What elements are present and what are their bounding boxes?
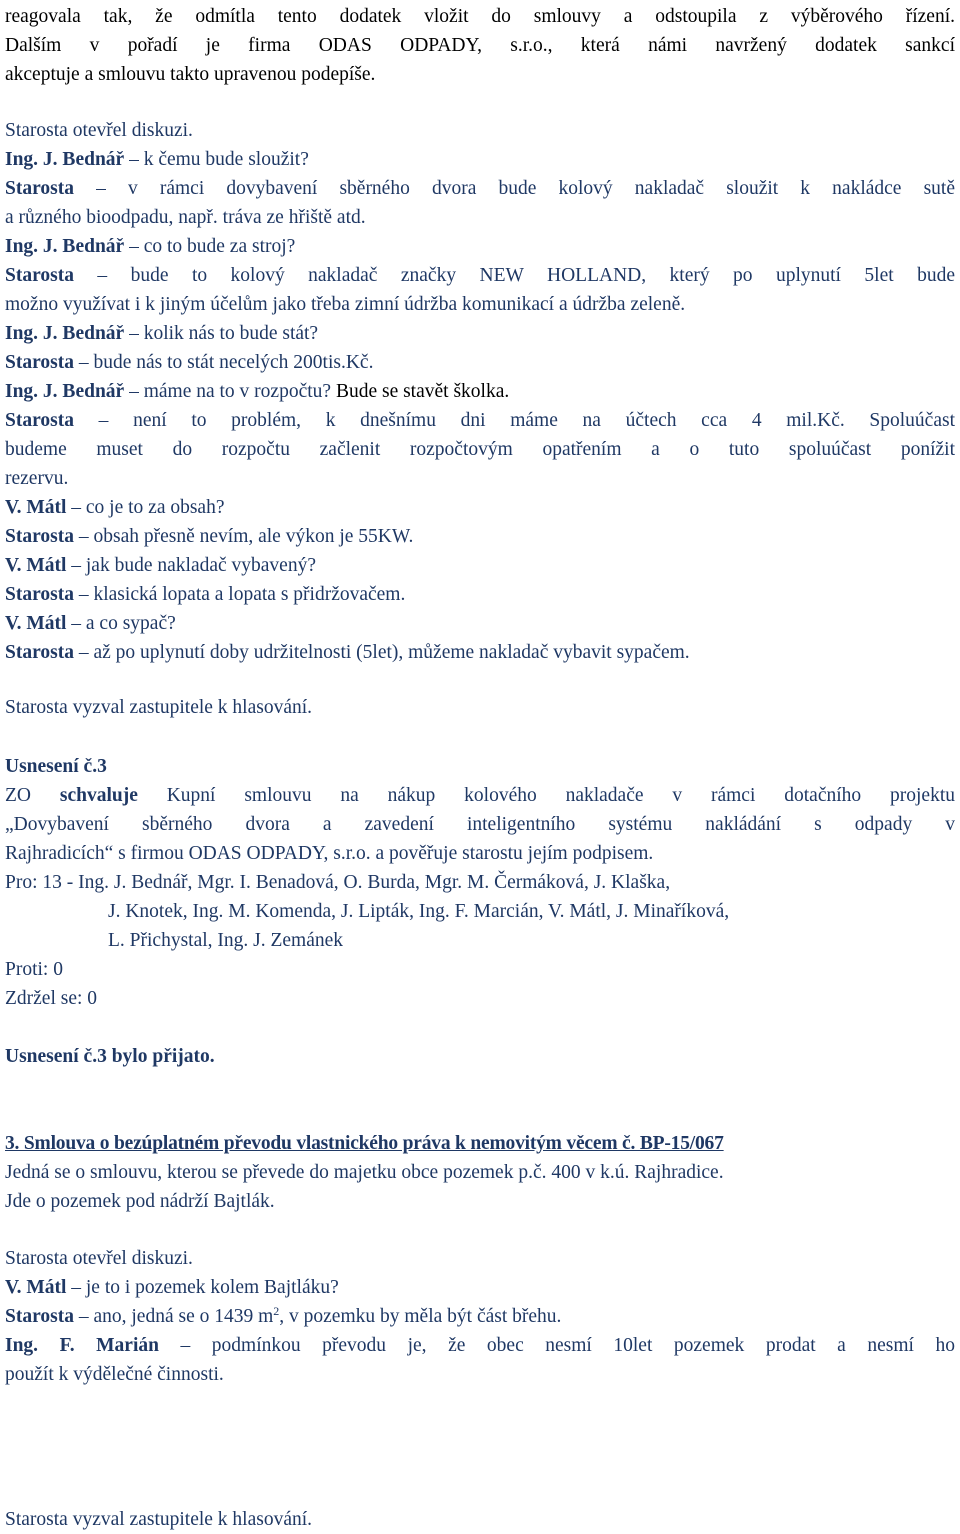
text-line: reagovala tak, že odmítla tento dodatek vložit do smlouvy a odstoupila z výběrového řízení. xyxy=(5,6,955,27)
speech: – kolik nás to bude stát? xyxy=(124,323,319,344)
speech: – podmínkou převodu je, že obec nesmí 10let pozemek prodat a nesmí ho xyxy=(158,1335,955,1356)
speech: – bude nás to stát necelých 200tis.Kč. xyxy=(73,352,374,373)
speaker: V. Mátl xyxy=(5,497,67,518)
speech: – co je to za obsah? xyxy=(66,497,225,518)
vote-pro-continued: L. Přichystal, Ing. J. Zemánek xyxy=(108,930,344,951)
speaker: V. Mátl xyxy=(5,1277,67,1298)
speech: – obsah přesně nevím, ale výkon je 55KW. xyxy=(73,526,414,547)
speech: – v rámci dovybavení sběrného dvora bude kolový nakladač sloužit k nakládce sutě xyxy=(73,178,955,199)
discussion-1 xyxy=(5,116,955,667)
discussion-line xyxy=(5,319,955,348)
speech: , v pozemku by měla být část břehu. xyxy=(279,1306,562,1327)
speech: – je to i pozemek kolem Bajtláku? xyxy=(66,1277,339,1298)
superscript: 2 xyxy=(273,1304,280,1318)
speaker: Ing. J. Bednář xyxy=(5,236,125,257)
resolution-line: Rajhradicích“ s firmou ODAS ODPADY, s.r.o. a pověřuje starostu jejím podpisem. xyxy=(5,843,654,864)
discussion-line xyxy=(5,145,955,174)
speech: – bude to kolový nakladač značky NEW HOLLAND, který po uplynutí 5let bude xyxy=(73,265,955,286)
resolution-line: „Dovybavení sběrného dvora a zavedení inteligentního systému nakládání s odpady v xyxy=(5,814,955,835)
discussion-line: možno využívat i k jiným účelům jako třeba zimní údržba komunikací a údržba zeleně. xyxy=(5,294,686,315)
discussion-line: rezervu. xyxy=(5,468,69,489)
vote-against: Proti: 0 xyxy=(5,959,63,980)
discussion-line xyxy=(5,1302,955,1331)
discussion-line xyxy=(5,232,955,261)
section-3 xyxy=(5,1129,955,1216)
speaker: Starosta xyxy=(5,178,74,199)
discussion-line: budeme muset do rozpočtu začlenit rozpočtovým opatřením a o tuto spoluúčast ponížit xyxy=(5,439,955,460)
resolution-3 xyxy=(5,752,955,1013)
discussion-line xyxy=(5,406,955,435)
speech: – k čemu bude sloužit? xyxy=(124,149,309,170)
discussion-line xyxy=(5,551,955,580)
speech: – klasická lopata a lopata s přidržovačem. xyxy=(73,584,406,605)
resolution-verb: schvaluje xyxy=(59,785,138,806)
discussion-line xyxy=(5,580,955,609)
vote-call: Starosta vyzval zastupitele k hlasování. xyxy=(5,1509,313,1530)
zo-label: ZO xyxy=(5,785,60,806)
vote-pro: Pro: 13 - Ing. J. Bednář, Mgr. I. Benadová, O. Burda, Mgr. M. Čermáková, J. Klaška, xyxy=(5,872,671,893)
speaker: Starosta xyxy=(5,265,74,286)
discussion-line xyxy=(5,348,955,377)
text-line: akceptuje a smlouvu takto upravenou podepíše. xyxy=(5,64,376,85)
resolution-heading: Usnesení č.3 xyxy=(5,756,107,777)
speaker: Starosta xyxy=(5,584,74,605)
speaker: Starosta xyxy=(5,410,74,431)
speaker: Starosta xyxy=(5,526,74,547)
speech: – co to bude za stroj? xyxy=(124,236,296,257)
vote-call: Starosta vyzval zastupitele k hlasování. xyxy=(5,697,313,718)
discussion-line xyxy=(5,1331,955,1360)
speaker: Starosta xyxy=(5,352,74,373)
resolution-text: Kupní smlouvu na nákup kolového nakladače v rámci dotačního projektu xyxy=(137,785,955,806)
resolution-line xyxy=(5,781,955,810)
vote-abstain: Zdržel se: 0 xyxy=(5,988,98,1009)
discussion-open: Starosta otevřel diskuzi. xyxy=(5,1248,193,1269)
discussion-line: a různého bioodpadu, např. tráva ze hřiště atd. xyxy=(5,207,366,228)
speech: – ano, jedná se o 1439 m xyxy=(73,1306,274,1327)
speech: – máme na to v rozpočtu? xyxy=(124,381,332,402)
speaker: Starosta xyxy=(5,1306,74,1327)
speaker: V. Mátl xyxy=(5,555,67,576)
text-line: Jedná se o smlouvu, kterou se převede do majetku obce pozemek p.č. 400 v k.ú. Rajhradice. xyxy=(5,1162,724,1183)
discussion-open: Starosta otevřel diskuzi. xyxy=(5,120,193,141)
speech-extra: Bude se stavět školka. xyxy=(331,381,510,402)
discussion-line xyxy=(5,174,955,203)
discussion-line xyxy=(5,261,955,290)
speaker: Ing. J. Bednář xyxy=(5,381,125,402)
discussion-line xyxy=(5,609,955,638)
discussion-line xyxy=(5,522,955,551)
text-line: Dalším v pořadí je firma ODAS ODPADY, s.r.o., která námi navržený dodatek sankcí xyxy=(5,35,955,56)
resolution-accepted: Usnesení č.3 bylo přijato. xyxy=(5,1046,215,1067)
speech: – jak bude nakladač vybavený? xyxy=(66,555,316,576)
discussion-2 xyxy=(5,1244,955,1389)
speaker: Ing. F. Marián xyxy=(5,1335,159,1356)
discussion-line xyxy=(5,377,955,406)
speaker: Ing. J. Bednář xyxy=(5,323,125,344)
discussion-line xyxy=(5,493,955,522)
discussion-line: použít k výdělečné činnosti. xyxy=(5,1364,224,1385)
intro-paragraph xyxy=(5,2,955,89)
speech: – a co sypač? xyxy=(66,613,176,634)
discussion-line xyxy=(5,638,955,667)
speaker: V. Mátl xyxy=(5,613,67,634)
text-line: Jde o pozemek pod nádrží Bajtlák. xyxy=(5,1191,275,1212)
vote-pro-continued: J. Knotek, Ing. M. Komenda, J. Lipták, Ing. F. Marcián, V. Mátl, J. Minaříková, xyxy=(108,901,730,922)
speech: – není to problém, k dnešnímu dni máme na účtech cca 4 mil.Kč. Spoluúčast xyxy=(73,410,955,431)
speech: – až po uplynutí doby udržitelnosti (5let), můžeme nakladač vybavit sypačem. xyxy=(73,642,690,663)
section-heading: 3. Smlouva o bezúplatném převodu vlastnického práva k nemovitým věcem č. BP-15/067 xyxy=(5,1133,724,1154)
discussion-line xyxy=(5,1273,955,1302)
speaker: Ing. J. Bednář xyxy=(5,149,125,170)
speaker: Starosta xyxy=(5,642,74,663)
